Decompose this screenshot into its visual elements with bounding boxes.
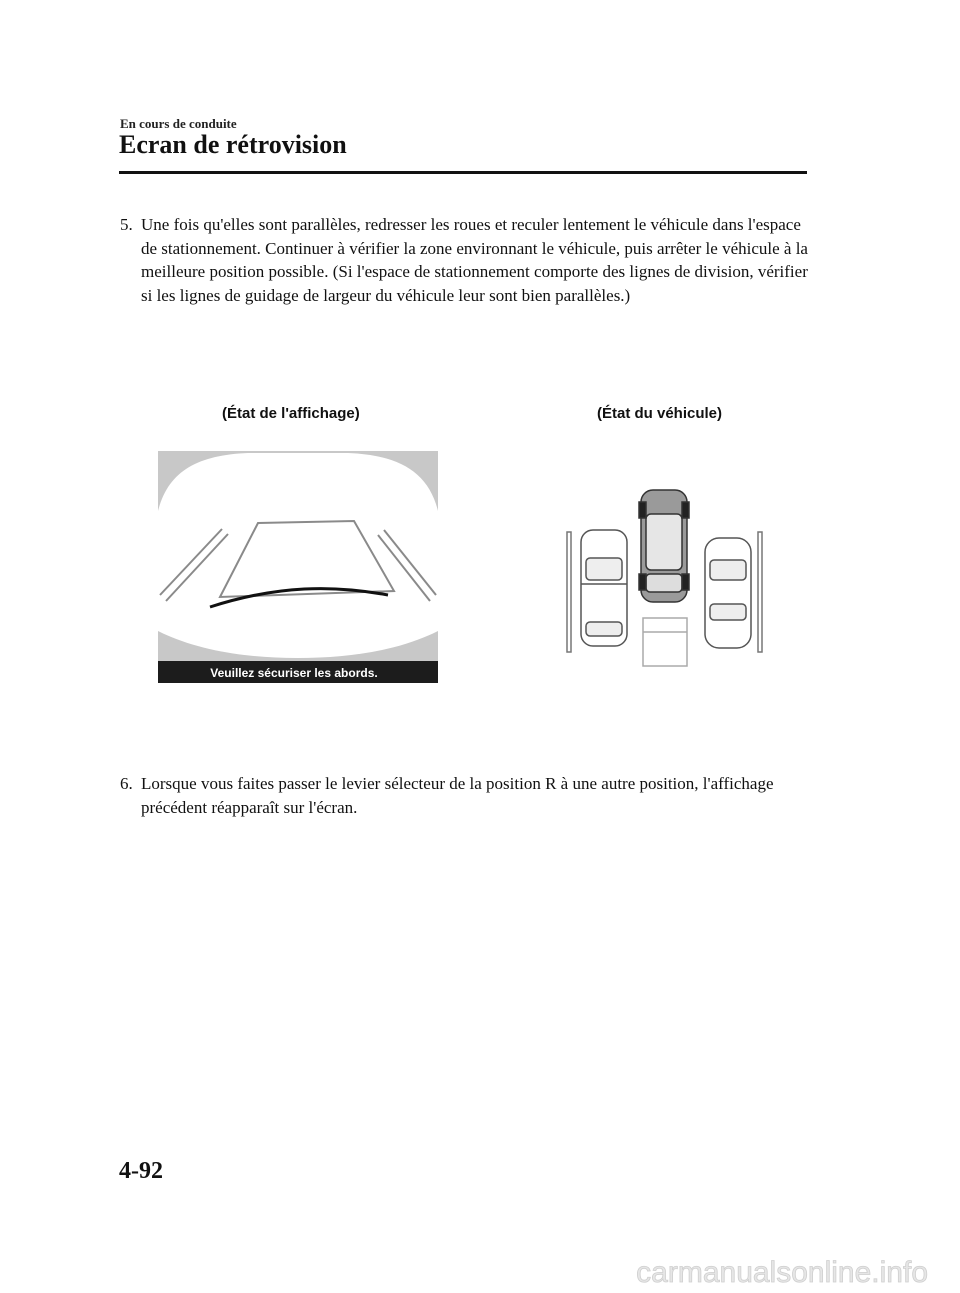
rearview-screen-illustration [158,451,438,683]
page-number: 4-92 [119,1158,163,1184]
left-parked-car [581,530,627,646]
watermark-text: carmanualsonline.info [636,1256,928,1289]
page-title: Ecran de rétrovision [119,130,347,159]
screen-view-area [158,453,438,658]
reversing-car [639,490,689,602]
step-text: Lorsque vous faites passer le levier sélecteur de la position R à une autre position, l'affichage précédent réapparaît sur l'écran. [141,774,774,817]
right-parked-car [705,538,751,648]
left-parking-line [567,532,571,652]
right-parking-line [758,532,762,652]
section-label: En cours de conduite [120,116,237,131]
parking-vehicle-illustration [553,484,778,674]
title-rule [119,171,807,174]
target-bay [643,618,687,666]
step-text: Une fois qu'elles sont parallèles, redresser les roues et reculer lentement le véhicule dans l'espace de stationnement. Continuer à vérifier la zone environnant le véhicule, puis arrêter le véhicule à la meilleure position possible. (Si l'espace de stationnement comporte des lignes de division, vérifier si les lignes de guidage de largeur du véhicule leur sont bien parallèles.) [141,215,808,305]
display-caption: (État de l'affichage) [222,405,360,422]
screen-message: Veuillez sécuriser les abords. [210,666,378,680]
vehicle-caption: (État du véhicule) [597,405,723,422]
step-5 [120,213,810,307]
bay-outline [643,618,687,666]
step-number: 6. [120,774,133,793]
step-6 [120,772,810,819]
step-number: 5. [120,215,133,234]
